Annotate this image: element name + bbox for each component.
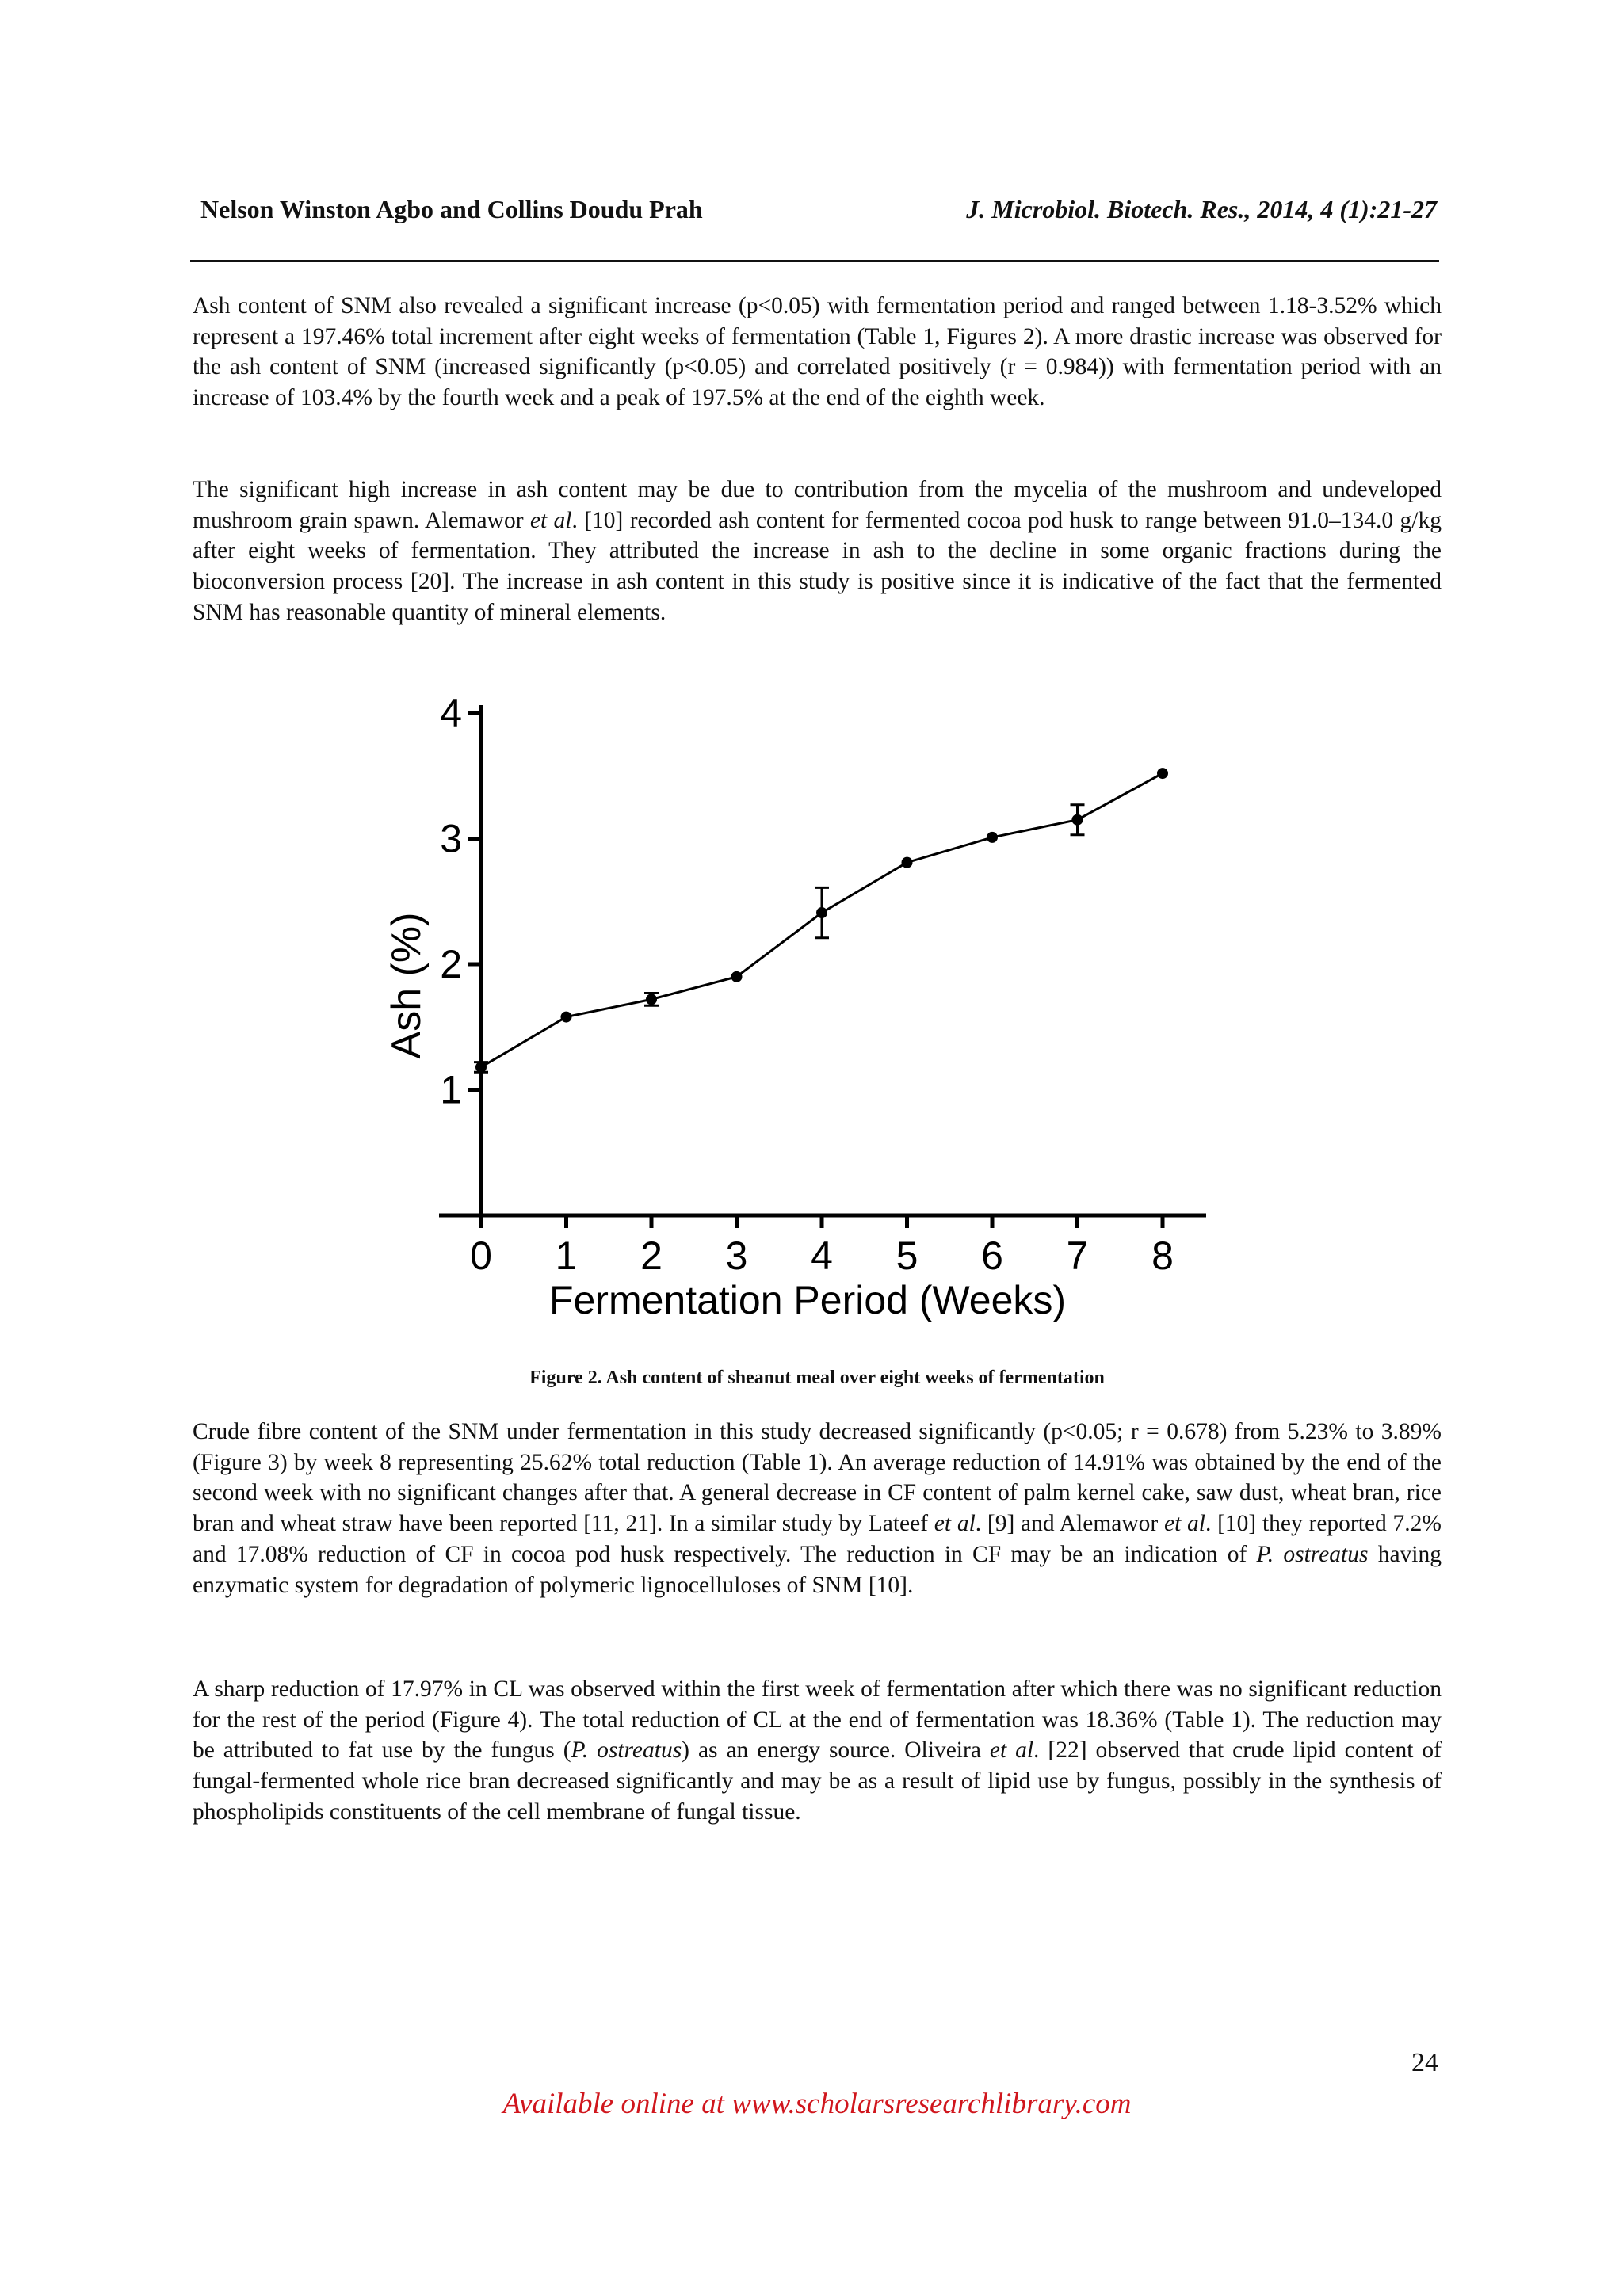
paragraph-text: . [10] recorded ash content for fermented cocoa pod husk to range between 91.0–134.0 g/kg after eight weeks of fermentation. They attributed the increase in ash to the decline in some organic fractions during the bioconversion process [20]. The increase in ash content in this study is positive since it is indicative of the fact that the fermented SNM has reasonable quantity of mineral elements. bbox=[193, 507, 1442, 625]
x-tick-label: 4 bbox=[811, 1234, 833, 1278]
paragraph-text: having enzymatic system for degradation of polymeric lignocelluloses of SNM [10]. bbox=[193, 1541, 1442, 1598]
header-journal: J. Microbiol. Biotech. Res., 2014, 4 (1):21-27 bbox=[966, 195, 1437, 223]
data-point bbox=[475, 1062, 487, 1073]
figure-caption: Figure 2. Ash content of sheanut meal over eight weeks of fermentation bbox=[529, 1367, 1105, 1388]
et-al: et al bbox=[529, 507, 572, 533]
paragraph-text: . [9] and Alemawor bbox=[975, 1511, 1164, 1537]
et-al: et al bbox=[934, 1511, 976, 1537]
paragraph-text: A sharp reduction of 17.97% in CL was observed within the first week of fermentation after which there was no significant reduction for the rest of the period (Figure 4). The total reduction of CL at the end of fermentation was 18.36% (Table 1). The reduction may be attributed to fat use by the fungus ( bbox=[193, 1676, 1442, 1764]
x-tick-label: 3 bbox=[725, 1234, 748, 1278]
y-tick-label: 2 bbox=[440, 942, 462, 986]
figure-2 bbox=[372, 673, 1228, 1339]
data-point bbox=[561, 1012, 572, 1023]
paragraph-text: Crude fibre content of the SNM under fermentation in this study decreased significantly (p<0.05; r = 0.678) from 5.23% to 3.89% (Figure 3) by week 8 representing 25.62% total reduction (Table 1). An average reduction of 14.91% was obtained by the end of the second week with no significant changes after that. A general decrease in CF content of palm kernel cake, saw dust, wheat bran, rice bran and wheat straw have been reported [11, 21]. In a similar study by Lateef bbox=[193, 1419, 1442, 1537]
paragraph-crude-fibre bbox=[193, 1417, 1442, 1600]
y-tick-label: 1 bbox=[440, 1067, 462, 1112]
x-axis-label: Fermentation Period (Weeks) bbox=[548, 1278, 1067, 1322]
running-header bbox=[200, 195, 1437, 231]
paragraph-ash-increase bbox=[193, 475, 1442, 628]
page-number: 24 bbox=[1411, 2048, 1438, 2077]
x-tick-label: 0 bbox=[470, 1234, 492, 1278]
y-tick-label: 4 bbox=[440, 691, 462, 735]
data-point bbox=[1072, 814, 1083, 826]
ash-chart bbox=[372, 673, 1228, 1339]
paragraph-text: . [22] observed that crude lipid content of fungal-fermented whole rice bran decreased significantly and may be as a result of lipid use by fungus, possibly in the synthesis of phospholipids constituents of the cell membrane of fungal tissue. bbox=[193, 1737, 1442, 1825]
data-point bbox=[1157, 768, 1168, 779]
footer-availability: Available online at www.scholarsresearchlibrary.com bbox=[502, 2088, 1132, 2120]
y-tick-label: 3 bbox=[440, 816, 462, 861]
x-tick-label: 2 bbox=[640, 1234, 663, 1278]
header-rule bbox=[190, 260, 1439, 262]
et-al: et al bbox=[989, 1737, 1034, 1764]
header-authors: Nelson Winston Agbo and Collins Doudu Prah bbox=[200, 195, 703, 223]
paragraph-crude-lipid bbox=[193, 1674, 1442, 1828]
x-tick-label: 8 bbox=[1151, 1234, 1174, 1278]
data-point bbox=[987, 832, 998, 843]
x-tick-label: 5 bbox=[896, 1234, 918, 1278]
paragraph-text: ) as an energy source. Oliveira bbox=[682, 1737, 990, 1764]
paragraph-text: . [10] they reported 7.2% and 17.08% reduction of CF in cocoa pod husk respectively. The reduction in CF may be an indication of bbox=[193, 1511, 1442, 1567]
data-point bbox=[731, 971, 743, 982]
y-axis-label: Ash (%) bbox=[384, 912, 430, 1059]
et-al: et al bbox=[1163, 1511, 1205, 1537]
paragraph-text: The significant high increase in ash content may be due to contribution from the mycelia of the mushroom and undeveloped mushroom grain spawn. Alemawor bbox=[193, 477, 1442, 533]
species-name: P. ostreatus bbox=[1256, 1541, 1369, 1567]
data-point bbox=[816, 907, 827, 918]
x-tick-label: 7 bbox=[1066, 1234, 1089, 1278]
data-point bbox=[646, 994, 657, 1005]
x-tick-label: 1 bbox=[555, 1234, 578, 1278]
species-name: P. ostreatus bbox=[571, 1737, 682, 1764]
data-point bbox=[902, 857, 913, 868]
paragraph-text: Ash content of SNM also revealed a significant increase (p<0.05) with fermentation period and ranged between 1.18-3.52% which represent a 197.46% total increment after eight weeks of fermentation (Table 1, Figures 2). A more drastic increase was observed for the ash content of SNM (increased significantly (p<0.05) and correlated positively (r = 0.984)) with fermentation period with an increase of 103.4% by the fourth week and a peak of 197.5% at the end of the eighth week. bbox=[193, 293, 1442, 411]
paragraph-ash-content bbox=[193, 291, 1442, 414]
x-tick-label: 6 bbox=[981, 1234, 1003, 1278]
